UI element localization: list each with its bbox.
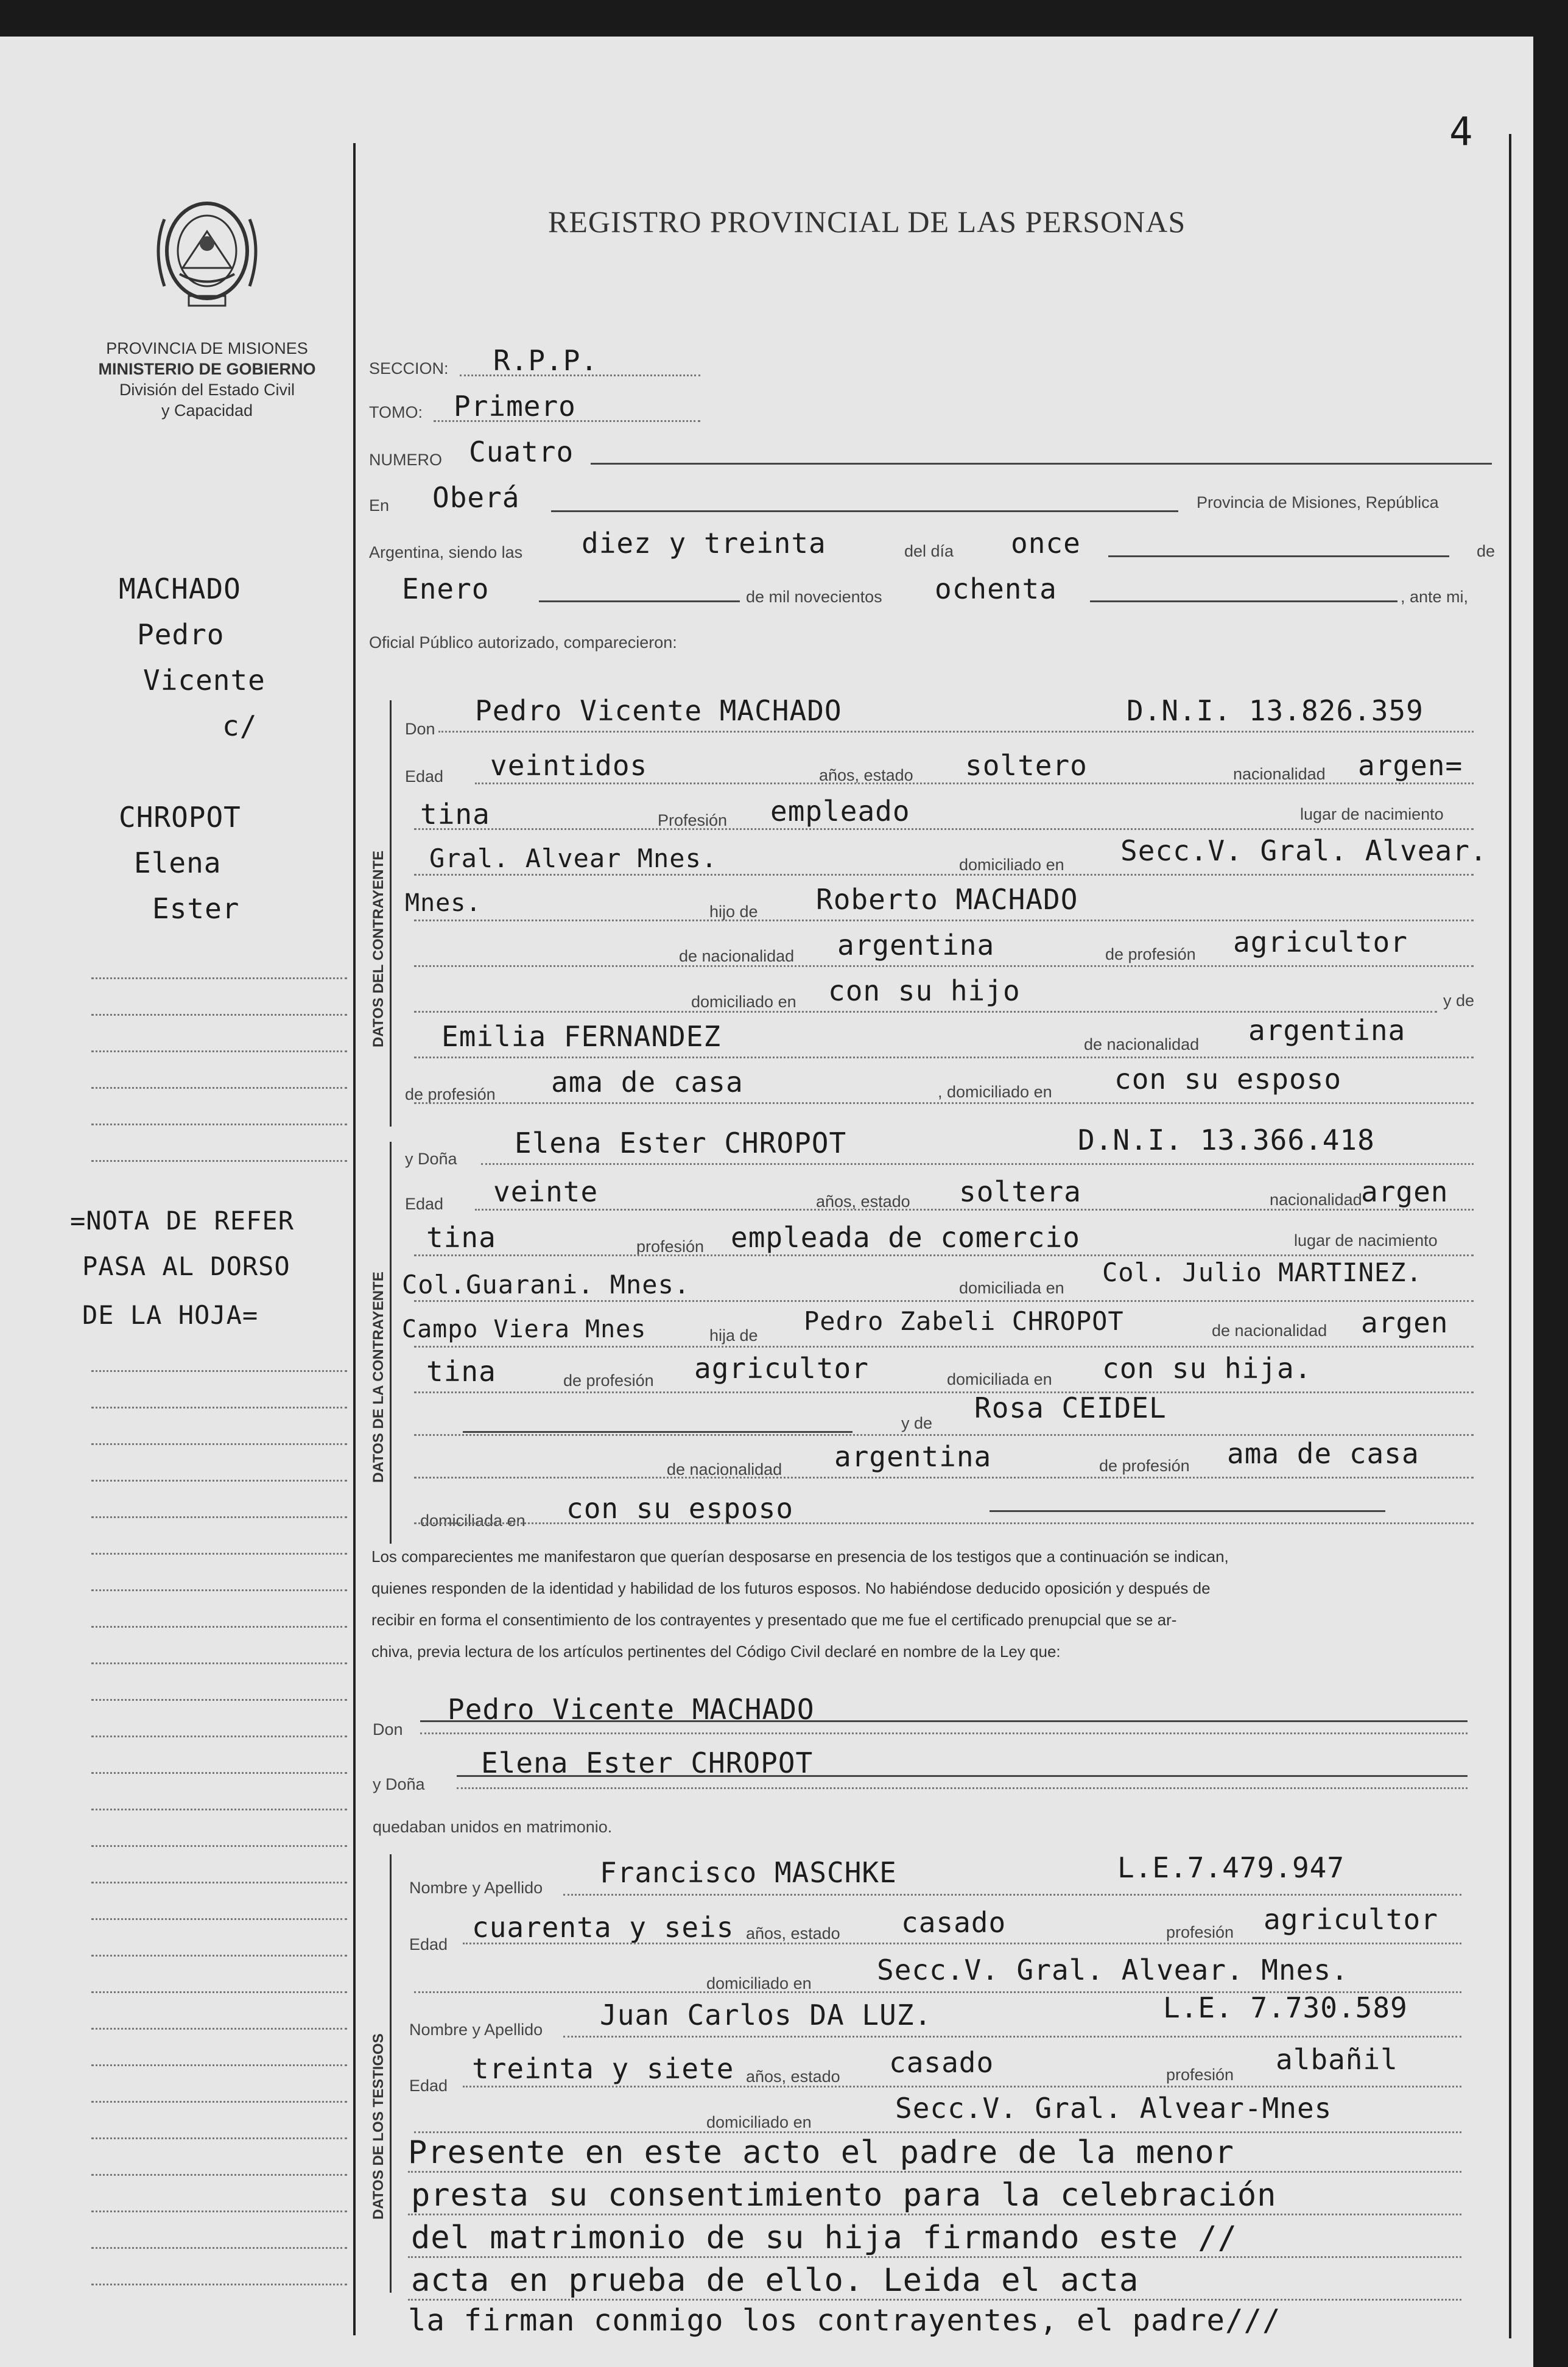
margin-dotted-line — [91, 1124, 347, 1125]
tomo-value: Primero — [454, 390, 576, 423]
bride-domicilio-b: Campo Viera Mnes — [402, 1315, 647, 1343]
margin-note-3: DE LA HOJA= — [82, 1300, 259, 1330]
groom-father-dom-line — [414, 1011, 1437, 1013]
numero-label: NUMERO — [369, 451, 442, 469]
bride-profesion-line — [414, 1254, 1474, 1256]
provincia-text: Provincia de Misiones, República — [1197, 493, 1439, 512]
seccion-label: SECCION: — [369, 359, 449, 378]
margin-dotted-line — [91, 1014, 347, 1016]
testigos-bracket — [390, 1854, 392, 2293]
argentina-text: Argentina, siendo las — [369, 543, 523, 561]
hijo-label: hijo de — [709, 902, 758, 921]
t1-edad-line — [463, 1943, 1461, 1944]
en-label: En — [369, 496, 390, 515]
numero-line — [591, 463, 1492, 465]
t2-dom-line — [414, 2131, 1461, 2133]
t2-domiciliado-label: domiciliado en — [706, 2113, 812, 2131]
hora-value: diez y treinta — [582, 527, 826, 560]
ante-mi-text: , ante mi, — [1401, 588, 1469, 606]
observation-line-1: Presente en este acto el padre de la menor — [408, 2134, 1234, 2171]
groom-father-name: Roberto MACHADO — [816, 883, 1078, 916]
margin-dotted-line — [91, 1050, 347, 1052]
margin-dotted-line — [91, 1516, 347, 1518]
margin-dotted-line — [91, 1087, 347, 1089]
registry-page — [0, 37, 1533, 2367]
margin-dotted-line — [91, 1662, 347, 1664]
margin-dotted-line — [91, 1955, 347, 1957]
margin-dotted-line — [91, 2247, 347, 2249]
dia-line — [1108, 555, 1449, 557]
org-division-2: y Capacidad — [161, 401, 253, 420]
margin-dotted-line — [91, 2064, 347, 2066]
groom-name: Pedro Vicente MACHADO — [475, 694, 842, 727]
bride-father-nac-a: argen — [1361, 1306, 1449, 1339]
t1-edad-label: Edad — [409, 1935, 448, 1954]
observation-rule — [408, 2299, 1461, 2301]
margin-dotted-line — [91, 1772, 347, 1774]
t1-estado: casado — [901, 1906, 1007, 1939]
observation-rule — [408, 2171, 1461, 2173]
observation-rule — [408, 2214, 1461, 2215]
groom-mother-prof-line — [414, 1102, 1474, 1104]
bride-nacionalidad-b: tina — [426, 1221, 496, 1254]
mes-line — [539, 600, 740, 602]
t1-anos-label: años, estado — [746, 1924, 840, 1943]
groom-estado: soltero — [965, 749, 1088, 782]
bride-father-nac-b: tina — [426, 1355, 496, 1388]
bride-y-de-label: y de — [901, 1414, 933, 1432]
margin-firstname-2: Elena — [134, 846, 222, 879]
bride-dni: D.N.I. 13.366.418 — [1078, 1124, 1375, 1156]
right-border-line — [1509, 134, 1511, 2338]
groom-lugar-line — [414, 874, 1474, 876]
testigos-section-label: DATOS DE LOS TESTIGOS — [370, 2033, 387, 2220]
decl-bride-line — [457, 1775, 1468, 1777]
t1-domiciliado-label: domiciliado en — [706, 1974, 812, 1992]
t2-doc: L.E. 7.730.589 — [1163, 1991, 1408, 2024]
groom-mother-nac-label: de nacionalidad — [1084, 1035, 1200, 1053]
margin-dotted-line — [91, 2210, 347, 2212]
margin-dotted-line — [91, 1809, 347, 1810]
t1-profesion: agricultor — [1264, 1903, 1438, 1936]
de-label: de — [1477, 542, 1496, 560]
groom-dni: D.N.I. 13.826.359 — [1127, 694, 1424, 727]
t1-domicilio: Secc.V. Gral. Alvear. Mnes. — [877, 1954, 1349, 1986]
bride-mother-pre-line — [463, 1431, 853, 1433]
t2-edad-label: Edad — [409, 2077, 448, 2095]
bride-mother-dom: con su esposo — [566, 1492, 794, 1525]
groom-father-nac-line — [414, 965, 1474, 967]
bride-edad: veinte — [493, 1175, 599, 1208]
groom-domicilio-a: Secc.V. Gral. Alvear. — [1120, 834, 1488, 867]
t1-name-line — [563, 1894, 1461, 1896]
groom-father-nac-label: de nacionalidad — [679, 947, 795, 965]
bride-mother-dom-line — [414, 1522, 1474, 1524]
groom-mother-dom-label: , domiciliado en — [938, 1083, 1052, 1101]
margin-divider-line — [353, 143, 356, 2335]
bride-father-prof: agricultor — [694, 1352, 869, 1385]
mes-value: Enero — [402, 572, 490, 605]
provincial-seal — [146, 183, 268, 317]
decl-groom-line — [420, 1720, 1468, 1722]
tomo-label: TOMO: — [369, 403, 423, 421]
decl-don-label: Don — [373, 1720, 403, 1739]
decl-bride-name: Elena Ester CHROPOT — [481, 1746, 814, 1779]
margin-dotted-line — [91, 1589, 347, 1591]
margin-dotted-line — [91, 2101, 347, 2103]
bride-name-line — [481, 1163, 1474, 1165]
groom-father-dom: con su hijo — [828, 974, 1021, 1007]
groom-nacionalidad-a: argen= — [1358, 749, 1463, 782]
decl-dona-label: y Doña — [373, 1775, 425, 1793]
bride-father-dom-label: domiciliada en — [947, 1370, 1052, 1388]
groom-mother-line — [414, 1057, 1474, 1058]
contrayente-section-label: DATOS DEL CONTRAYENTE — [370, 850, 387, 1047]
t1-nombre-label: Nombre y Apellido — [409, 1879, 543, 1897]
en-line — [551, 510, 1178, 512]
groom-father-dom-label: domiciliado en — [691, 993, 796, 1011]
margin-dotted-line — [91, 1918, 347, 1920]
groom-nacionalidad-label: nacionalidad — [1233, 765, 1326, 783]
t2-estado: casado — [889, 2046, 994, 2079]
margin-dotted-line — [91, 1882, 347, 1883]
decl-groom-dotted — [420, 1732, 1468, 1734]
bride-name: Elena Ester CHROPOT — [515, 1127, 847, 1159]
bride-edad-label: Edad — [405, 1195, 444, 1213]
margin-dotted-line — [91, 2028, 347, 2030]
tomo-line — [434, 420, 700, 422]
bride-profesion-label: profesión — [636, 1237, 705, 1256]
oficial-text: Oficial Público autorizado, comparecieron: — [369, 633, 677, 652]
groom-edad-line — [475, 783, 1474, 784]
bride-edad-line — [475, 1209, 1474, 1211]
groom-nacionalidad-b: tina — [420, 798, 490, 831]
margin-dotted-line — [91, 2174, 347, 2176]
margin-dotted-line — [91, 2284, 347, 2285]
bride-mother-nac-label: de nacionalidad — [667, 1460, 782, 1479]
t2-anos-label: años, estado — [746, 2067, 840, 2086]
numero-value: Cuatro — [469, 435, 574, 468]
seccion-line — [460, 375, 700, 376]
don-label: Don — [405, 720, 435, 738]
margin-dotted-line — [91, 1407, 347, 1409]
margin-dotted-line — [91, 1160, 347, 1162]
margin-dotted-line — [91, 1991, 347, 1993]
y-de-label: y de — [1443, 991, 1475, 1010]
margin-dotted-line — [91, 977, 347, 979]
groom-mother-name: Emilia FERNANDEZ — [441, 1020, 722, 1053]
margin-secondname-2: Ester — [152, 892, 240, 925]
declaration-line-3: recibir en forma el consentimiento de los contrayentes y presentado que me fue el certificado prenupcial que se ar- — [371, 1611, 1177, 1629]
groom-father-prof: agricultor — [1233, 926, 1408, 958]
t2-name-line — [563, 2036, 1461, 2038]
bride-mother-name: Rosa CEIDEL — [974, 1391, 1167, 1424]
issuing-authority — [61, 338, 353, 421]
groom-mother-prof: ama de casa — [551, 1066, 744, 1099]
margin-conj: c/ — [222, 709, 258, 742]
bride-mother-dom-label: domiciliada en — [420, 1511, 526, 1530]
bride-lugar-line — [414, 1300, 1474, 1302]
t2-profesion-label: profesión — [1166, 2066, 1234, 2084]
declaration-line-2: quienes responden de la identidad y habilidad de los futuros esposos. No habiéndose deducido oposición y después de — [371, 1579, 1211, 1597]
observation-line-2: presta su consentimiento para la celebración — [411, 2177, 1277, 2214]
margin-dotted-line — [91, 1626, 347, 1628]
margin-dotted-line — [91, 1370, 347, 1372]
dona-label: y Doña — [405, 1150, 457, 1168]
contrayente-bracket — [390, 700, 392, 1127]
bride-mother-prof: ama de casa — [1227, 1437, 1419, 1470]
bride-father-nac-label: de nacionalidad — [1212, 1321, 1327, 1340]
bride-father-prof-line — [414, 1391, 1474, 1393]
groom-lugar: Gral. Alvear Mnes. — [429, 843, 718, 873]
contrayente-2-section-label: DATOS DE LA CONTRAYENTE — [370, 1271, 387, 1483]
groom-mother-prof-label: de profesión — [405, 1085, 496, 1103]
page-title: REGISTRO PROVINCIAL DE LAS PERSONAS — [548, 205, 1186, 239]
groom-father-line — [414, 920, 1474, 921]
bride-domicilio-a: Col. Julio MARTINEZ. — [1102, 1257, 1422, 1287]
bride-father-dom: con su hija. — [1102, 1352, 1312, 1385]
bride-mother-nac-line — [414, 1477, 1474, 1479]
margin-dotted-line — [91, 2137, 347, 2139]
t2-profesion: albañil — [1276, 2043, 1398, 2076]
groom-edad: veintidos — [490, 749, 648, 782]
t2-domicilio: Secc.V. Gral. Alvear-Mnes — [895, 2092, 1332, 2125]
groom-lugar-label: lugar de nacimiento — [1300, 805, 1444, 823]
bride-lugar: Col.Guarani. Mnes. — [402, 1270, 691, 1300]
dia-value: once — [1011, 527, 1081, 560]
groom-profesion-line — [414, 828, 1474, 830]
groom-profesion-label: Profesión — [658, 811, 728, 829]
anio-line — [1090, 600, 1397, 602]
decl-groom-name: Pedro Vicente MACHADO — [448, 1693, 815, 1726]
declaration-line-1: Los comparecientes me manifestaron que querían desposarse en presencia de los testigos que a continuación se indican, — [371, 1547, 1229, 1566]
margin-dotted-line — [91, 1443, 347, 1445]
margin-dotted-line — [91, 1480, 347, 1482]
bride-mother-dom-line-solid — [990, 1510, 1385, 1512]
t1-doc: L.E.7.479.947 — [1117, 1851, 1345, 1884]
groom-father-nac: argentina — [837, 929, 995, 962]
bride-father-prof-label: de profesión — [563, 1371, 654, 1390]
margin-firstname-1: Pedro — [137, 618, 225, 651]
observation-line-3: del matrimonio de su hija firmando este // — [411, 2220, 1237, 2256]
bride-father-line — [414, 1346, 1474, 1348]
t2-edad: treinta y siete — [472, 2052, 734, 2085]
decl-unidos: quedaban unidos en matrimonio. — [373, 1818, 613, 1836]
margin-surname-1: MACHADO — [119, 572, 241, 605]
margin-note-1: =NOTA DE REFER — [70, 1206, 295, 1236]
groom-father-prof-label: de profesión — [1105, 945, 1196, 963]
observation-rule — [408, 2256, 1461, 2258]
observation-line-5: la firman conmigo los contrayentes, el padre/// — [408, 2303, 1281, 2338]
org-province: PROVINCIA DE MISIONES — [106, 339, 308, 357]
groom-domicilio-b: Mnes. — [405, 889, 482, 917]
hija-label: hija de — [709, 1326, 758, 1345]
bride-mother-prof-label: de profesión — [1099, 1457, 1190, 1475]
t2-name: Juan Carlos DA LUZ. — [600, 1999, 932, 2031]
bride-anos-label: años, estado — [816, 1192, 910, 1211]
bride-nacionalidad-a: argen — [1361, 1175, 1449, 1208]
margin-dotted-line — [91, 1845, 347, 1847]
observation-line-4: acta en prueba de ello. Leida el acta — [411, 2262, 1139, 2299]
margin-secondname-1: Vicente — [143, 664, 265, 697]
margin-dotted-line — [91, 1736, 347, 1737]
margin-dotted-line — [91, 1553, 347, 1555]
bride-domiciliada-label: domiciliada en — [959, 1279, 1064, 1297]
org-division: División del Estado Civil — [119, 381, 295, 399]
declaration-line-4: chiva, previa lectura de los artículos pertinentes del Código Civil declaré en nombre de la Ley que: — [371, 1642, 1061, 1661]
margin-dotted-line — [91, 1699, 347, 1701]
mil-text: de mil novecientos — [746, 588, 882, 606]
groom-mother-nac: argentina — [1248, 1014, 1406, 1047]
bride-father-name: Pedro Zabeli CHROPOT — [804, 1306, 1124, 1336]
bride-nacionalidad-label: nacionalidad — [1270, 1191, 1362, 1209]
groom-name-line — [438, 731, 1474, 733]
bride-mother-line — [414, 1434, 1474, 1436]
bride-profesion: empleada de comercio — [731, 1221, 1080, 1254]
groom-mother-dom: con su esposo — [1114, 1063, 1342, 1096]
margin-surname-2: CHROPOT — [119, 801, 241, 834]
groom-anos-label: años, estado — [819, 766, 913, 784]
groom-domiciliado-label: domiciliado en — [959, 856, 1064, 874]
margin-note-2: PASA AL DORSO — [82, 1251, 290, 1281]
t1-profesion-label: profesión — [1166, 1923, 1234, 1941]
bride-lugar-label: lugar de nacimiento — [1294, 1231, 1438, 1250]
anio-value: ochenta — [935, 572, 1057, 605]
t2-edad-line — [463, 2086, 1461, 2087]
t2-nombre-label: Nombre y Apellido — [409, 2021, 543, 2039]
page-number: 4 — [1449, 110, 1474, 155]
t1-name: Francisco MASCHKE — [600, 1856, 897, 1889]
declaration-text — [371, 1541, 1474, 1667]
bride-estado: soltera — [959, 1175, 1081, 1208]
bride-mother-nac: argentina — [834, 1440, 992, 1473]
seccion-value: R.P.P. — [493, 344, 599, 377]
t1-edad: cuarenta y seis — [472, 1911, 734, 1944]
decl-bride-dotted — [457, 1787, 1468, 1789]
contrayente-bracket-2 — [390, 1142, 392, 1544]
del-dia-label: del día — [904, 542, 954, 560]
org-ministry: MINISTERIO DE GOBIERNO — [98, 360, 316, 378]
groom-profesion: empleado — [770, 795, 910, 828]
en-value: Oberá — [432, 481, 520, 514]
groom-edad-label: Edad — [405, 767, 444, 786]
